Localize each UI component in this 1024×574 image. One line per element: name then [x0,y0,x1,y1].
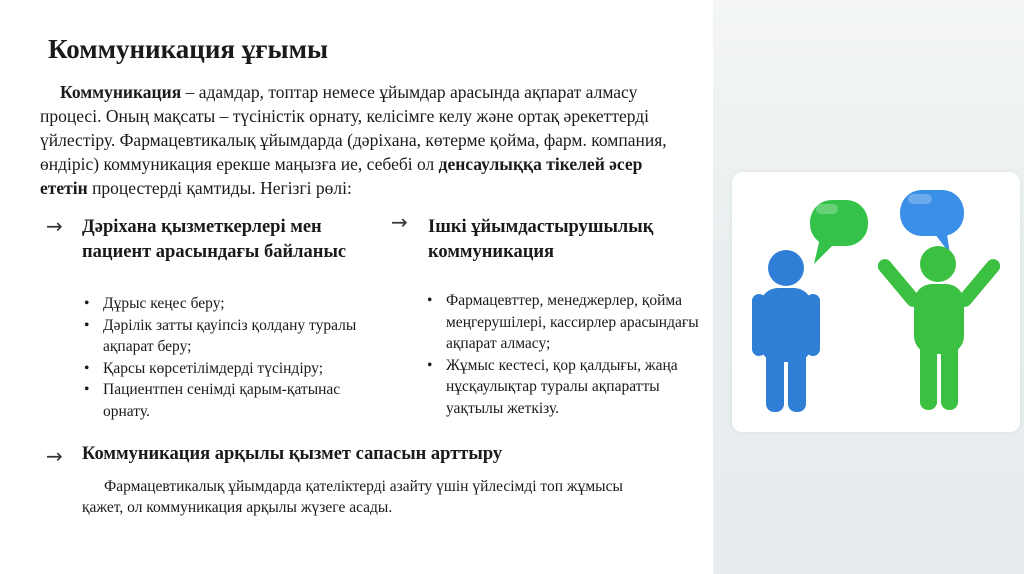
arrow-icon: → [46,444,63,468]
bullet-icon: • [427,356,433,374]
intro-text-part2: процестерді қамтиды. Негізгі рөлі: [87,178,352,198]
communication-illustration [732,172,1020,432]
people-talking-illustration [732,172,1020,432]
intro-bold-phrase: денсаулыққа тікелей әсер ететін [40,154,643,198]
arrow-icon: → [391,210,408,234]
blue-speech-bubble-icon [900,190,964,254]
list-item: • Дәрілік затты қауіпсіз қолдану туралы ақпарат беру; [84,316,357,355]
intro-paragraph [40,80,692,200]
bottom-section-heading: Коммуникация арқылы қызмет сапасын арттыру [82,444,503,464]
bullet-icon: • [84,359,90,377]
left-section-heading: Дәріхана қызметкерлері мен пациент арасындағы байланыс [82,217,347,262]
right-bullet-list [425,290,703,419]
intro-term: Коммуникация [60,82,182,102]
arrow-icon: → [46,214,63,238]
bullet-icon: • [84,295,90,312]
blue-person-icon [752,250,820,412]
list-item: • Дұрыс кеңес беру; [82,293,364,315]
slide-title: Коммуникация ұғымы [48,34,329,64]
bottom-section-text: Фармацевтикалық ұйымдарда қателіктерді азайту үшін үйлесімді топ жұмысы қажет, ол коммуникация арқылы жүзеге асады. [82,478,623,516]
list-item: • Жұмыс кестесі, қор қалдығы, жаңа нұсқаулықтар туралы ақпаратты уақтылы жеткізу. [427,356,678,417]
bullet-icon: • [427,292,433,309]
bullet-icon: • [84,316,90,334]
bullet-icon: • [84,381,90,398]
left-bullet-list [82,293,364,422]
right-section-heading: Ішкі ұйымдастырушылық коммуникация [428,217,654,262]
list-item: • Қарсы көрсетілімдерді түсіндіру; [82,358,364,380]
green-speech-bubble-icon [810,200,868,264]
green-person-icon [875,246,1003,410]
list-item: • Фармацевттер, менеджерлер, қойма меңгерушілері, кассирлер арасындағы ақпарат алмасу; [427,292,699,352]
intro-text-part1: – адамдар, топтар немесе ұйымдар арасында ақпарат алмасу процесі. Оның мақсаты – түсіністік орнату, келісімге келу және ортақ әрекеттерді үйлестіру. Фармацевтикалық ұйымдарда (дәріхана, көтерме қойма, фарм. компания, өндіріс) коммуникация ерекше маңызға ие, себебі ол [40,82,667,174]
list-item: • Пациентпен сенімді қарым-қатынас орнату. [84,381,341,420]
